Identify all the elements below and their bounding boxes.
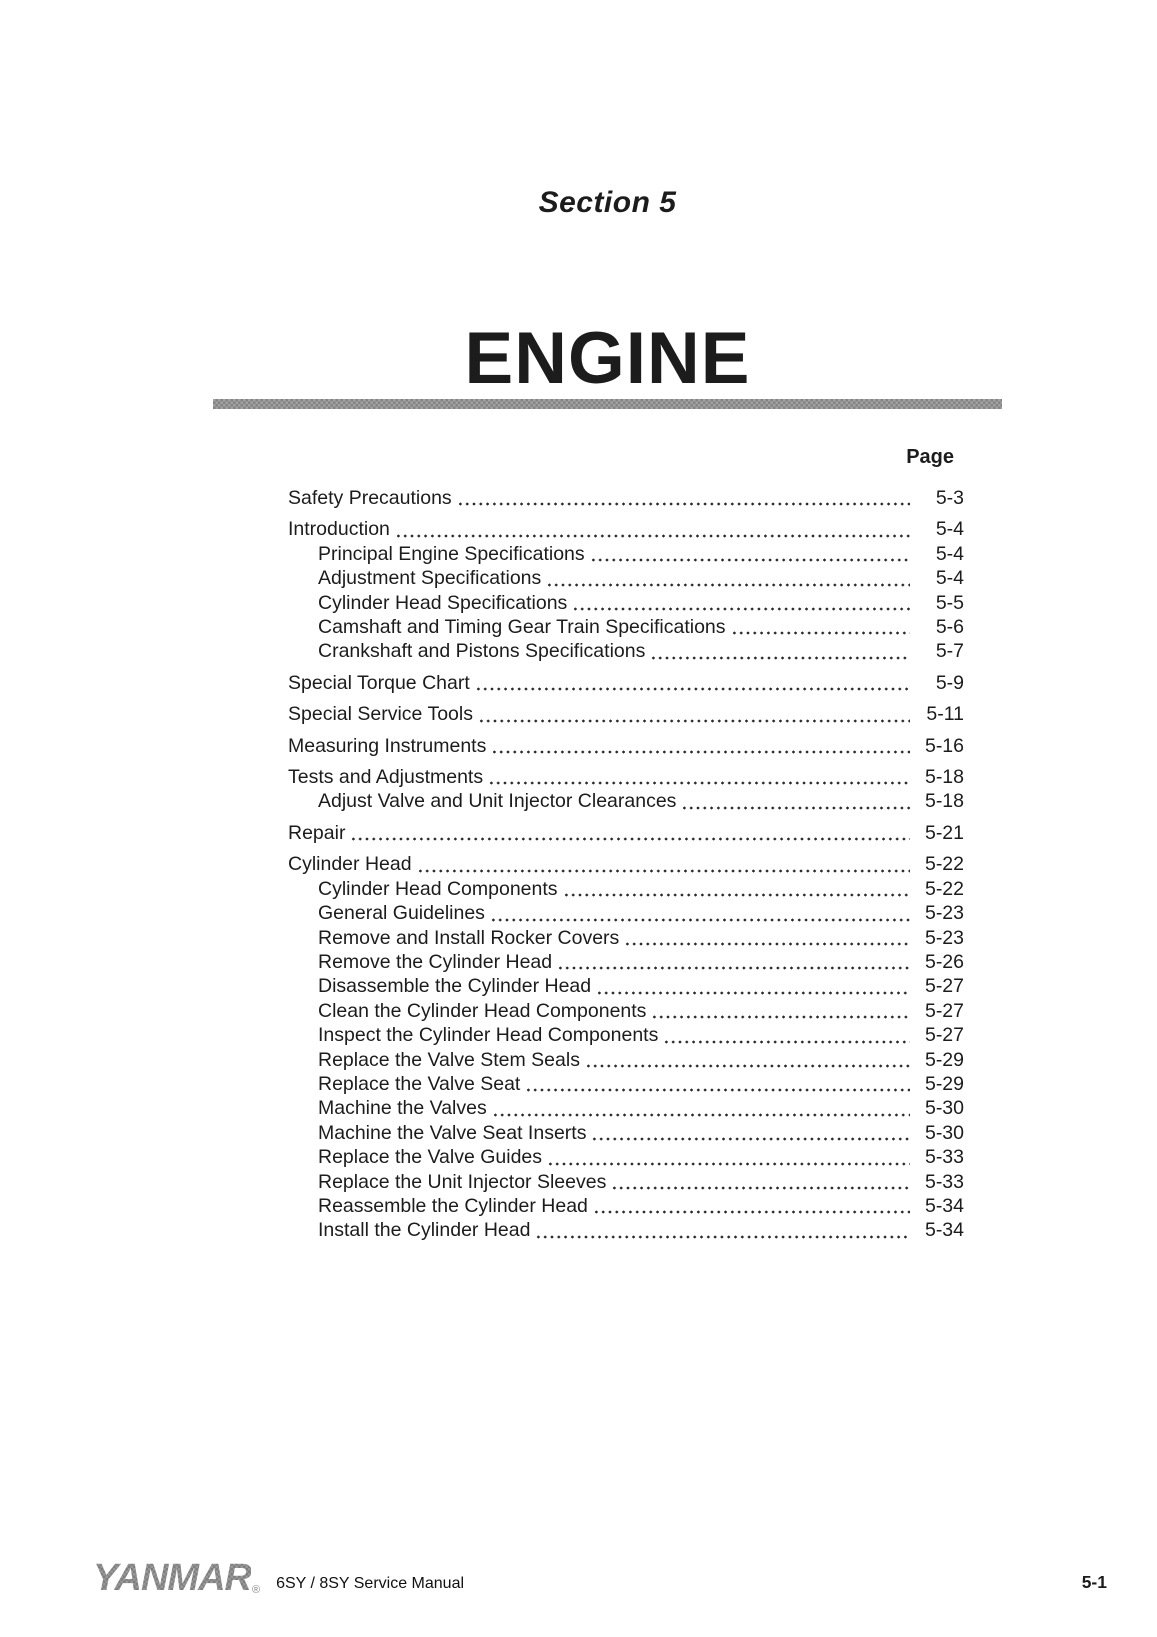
dot-leader: [546, 582, 910, 588]
toc-entry-page: 5-7: [935, 640, 964, 663]
toc-entry: [288, 591, 964, 615]
dot-leader: [731, 630, 910, 636]
toc-entry-label: Inspect the Cylinder Head Components: [318, 1024, 659, 1047]
toc-entry-label: Cylinder Head: [288, 853, 412, 876]
dot-leader: [547, 1161, 910, 1167]
toc-entry-label: Crankshaft and Pistons Specifications: [318, 640, 646, 663]
toc-entry: [288, 1170, 964, 1194]
toc-entry: [288, 486, 964, 510]
toc-entry-label: Disassemble the Cylinder Head: [318, 975, 592, 998]
dot-leader: [395, 533, 910, 539]
toc-list: [288, 486, 964, 1243]
toc-entry: [288, 542, 964, 566]
toc-entry: [288, 639, 964, 663]
toc-entry-label: Remove the Cylinder Head: [318, 950, 553, 973]
page-footer: [93, 1558, 1107, 1598]
toc-entry: [288, 1048, 964, 1072]
toc-entry-label: Principal Engine Specifications: [318, 542, 585, 565]
toc-entry-page: 5-11: [926, 703, 964, 726]
toc-entry-label: Repair: [288, 821, 346, 844]
dot-leader: [457, 501, 910, 507]
dot-leader: [563, 892, 910, 898]
toc-entry-page: 5-6: [935, 616, 964, 639]
toc-entry-page: 5-23: [924, 926, 964, 949]
toc-entry-page: 5-9: [935, 671, 964, 694]
toc-entry-label: Safety Precautions: [288, 487, 452, 509]
toc-entry: [288, 566, 964, 590]
toc-entry: [288, 734, 964, 758]
dot-leader: [557, 965, 910, 971]
toc-entry-label: Special Torque Chart: [288, 671, 470, 694]
toc-entry-page: 5-23: [924, 902, 964, 925]
toc-entry-page: 5-33: [924, 1170, 964, 1193]
toc-entry: [288, 821, 964, 845]
toc-entry-label: Cylinder Head Components: [318, 877, 558, 900]
toc-entry-label: Machine the Valve Seat Inserts: [318, 1121, 587, 1144]
toc-entry-page: 5-30: [924, 1097, 964, 1120]
toc-entry: [288, 671, 964, 695]
toc-entry: [288, 1218, 964, 1242]
dot-leader: [478, 718, 910, 724]
toc-entry: [288, 926, 964, 950]
toc-entry: [288, 1072, 964, 1096]
toc-entry-label: Machine the Valves: [318, 1097, 487, 1120]
toc-entry: [288, 1096, 964, 1120]
dot-leader: [681, 805, 910, 811]
dot-leader: [525, 1087, 910, 1093]
dot-leader: [611, 1185, 910, 1191]
toc-entry-label: Introduction: [288, 518, 390, 541]
dot-leader: [593, 1209, 910, 1215]
manual-name: 6SY / 8SY Service Manual: [276, 1575, 465, 1592]
dot-leader: [596, 990, 910, 996]
toc-entry-page: 5-4: [935, 567, 964, 590]
toc-entry-label: Camshaft and Timing Gear Train Specifications: [318, 616, 726, 639]
toc-entry-page: 5-22: [924, 877, 964, 900]
toc-entry-page: 5-26: [924, 950, 964, 973]
toc-entry: [288, 1194, 964, 1218]
dot-leader: [624, 941, 910, 947]
toc-entry-page: 5-27: [924, 975, 964, 998]
yanmar-logo: YANMAR: [93, 1557, 251, 1599]
toc-entry-label: Install the Cylinder Head: [318, 1219, 531, 1242]
toc-entry: [288, 702, 964, 726]
toc-entry: [288, 852, 964, 876]
dot-leader: [475, 686, 910, 692]
toc-entry-page: 5-34: [924, 1219, 964, 1242]
toc-entry: [288, 517, 964, 541]
page-column-header: Page: [906, 446, 954, 468]
dot-leader: [535, 1234, 910, 1240]
toc-entry-label: Measuring Instruments: [288, 734, 487, 757]
dot-leader: [488, 780, 910, 786]
dot-leader: [492, 1112, 910, 1118]
toc-entry: [288, 999, 964, 1023]
dot-leader: [417, 868, 910, 874]
toc-entry-page: 5-4: [935, 518, 964, 541]
toc-entry-label: Replace the Valve Guides: [318, 1146, 543, 1169]
toc-entry-page: 5-4: [935, 542, 964, 565]
toc-entry-page: 5-18: [924, 766, 964, 789]
dot-leader: [650, 655, 910, 661]
toc-entry: [288, 1145, 964, 1169]
toc-entry-page: 5-27: [924, 999, 964, 1022]
table-of-contents: [288, 444, 964, 1243]
toc-entry-label: Cylinder Head Specifications: [318, 591, 568, 614]
page-number: 5-1: [1081, 1572, 1107, 1592]
toc-entry-page: 5-5: [935, 591, 964, 614]
toc-entry-label: Adjust Valve and Unit Injector Clearances: [318, 790, 677, 813]
toc-entry: [288, 901, 964, 925]
dot-leader: [591, 1136, 910, 1142]
toc-entry-page: 5-21: [924, 821, 964, 844]
toc-entry-page: 5-29: [924, 1048, 964, 1071]
toc-entry: [288, 1023, 964, 1047]
toc-entry: [288, 765, 964, 789]
toc-entry-page: 5-33: [924, 1146, 964, 1169]
toc-entry-page: 5-3: [935, 487, 964, 509]
title-underline-bar: [213, 399, 1002, 409]
toc-entry-label: Replace the Valve Stem Seals: [318, 1048, 580, 1071]
toc-entry-page: 5-34: [924, 1194, 964, 1217]
toc-entry-label: Adjustment Specifications: [318, 567, 542, 590]
dot-leader: [350, 836, 910, 842]
section-label: Section 5: [538, 186, 677, 219]
toc-entry: [288, 950, 964, 974]
toc-entry-page: 5-22: [924, 853, 964, 876]
toc-entry-page: 5-16: [924, 734, 964, 757]
page-title: ENGINE: [464, 318, 751, 399]
toc-entry-label: General Guidelines: [318, 902, 485, 925]
toc-entry-page: 5-30: [924, 1121, 964, 1144]
toc-entry: [288, 615, 964, 639]
dot-leader: [572, 606, 910, 612]
toc-entry-label: Reassemble the Cylinder Head: [318, 1194, 588, 1217]
toc-entry: [288, 1121, 964, 1145]
toc-entry: [288, 789, 964, 813]
toc-entry-page: 5-18: [924, 790, 964, 813]
toc-entry-page: 5-29: [924, 1072, 964, 1095]
dot-leader: [651, 1014, 910, 1020]
registered-mark-icon: ®: [251, 1584, 261, 1596]
toc-entry: [288, 974, 964, 998]
toc-entry-page: 5-27: [924, 1024, 964, 1047]
dot-leader: [585, 1063, 910, 1069]
dot-leader: [490, 917, 910, 923]
toc-entry-label: Replace the Valve Seat: [318, 1072, 521, 1095]
toc-entry-label: Tests and Adjustments: [288, 766, 484, 789]
dot-leader: [663, 1039, 910, 1045]
toc-entry-label: Remove and Install Rocker Covers: [318, 926, 620, 949]
dot-leader: [590, 557, 910, 563]
toc-entry: [288, 877, 964, 901]
dot-leader: [491, 749, 910, 755]
toc-entry-label: Clean the Cylinder Head Components: [318, 999, 647, 1022]
toc-entry-label: Replace the Unit Injector Sleeves: [318, 1170, 607, 1193]
toc-entry-label: Special Service Tools: [288, 703, 473, 726]
